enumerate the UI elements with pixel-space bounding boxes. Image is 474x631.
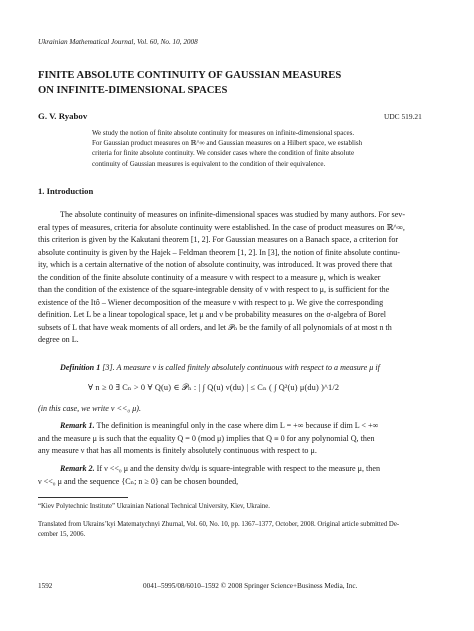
- remark-1-line: and the measure μ is such that the equality Q = 0 (mod μ) implies that Q ≡ 0 for any polynomial Q, then: [38, 433, 375, 443]
- translation-line: cember 15, 2006.: [38, 530, 86, 538]
- remark-1-text: The definition is meaningful only in the case where dim L = +∞ because if dim L < +∞: [96, 421, 379, 430]
- journal-header: Ukrainian Mathematical Journal, Vol. 60, No. 10, 2008: [38, 38, 198, 46]
- paragraph-line: degree on L.: [38, 335, 79, 344]
- paper-title: [38, 69, 341, 98]
- footnote-rule: [38, 497, 128, 498]
- definition-text: [3]. A measure ν is called finitely absolutely continuous with respect to a measure μ if: [102, 363, 380, 372]
- author-name: G. V. Ryabov: [38, 111, 88, 121]
- definition-label: Definition 1: [60, 363, 101, 372]
- title-line-1: FINITE ABSOLUTE CONTINUITY OF GAUSSIAN MEASURES: [38, 70, 342, 81]
- paragraph-line: than the condition of the existence of the square-integrable density of ν with respect to μ, is sufficient for the: [38, 285, 390, 294]
- section-heading: 1. Introduction: [38, 186, 94, 196]
- remark-1-line: [38, 420, 438, 433]
- paragraph-line: eral types of measures, criteria for absolute continuity were established. In the case of product measures on ℝ^∞,: [38, 222, 405, 232]
- remark-1: [38, 420, 438, 458]
- intro-paragraph: [38, 209, 438, 347]
- page-number: 1592: [38, 582, 53, 590]
- remark-2-line: [38, 463, 438, 476]
- abstract-line: We study the notion of finite absolute continuity for measures on infinite-dimensional spaces.: [92, 129, 355, 137]
- abstract-line: For Gaussian product measures on ℝ^∞ and Gaussian measures on a Hilbert space, we establish: [92, 139, 363, 148]
- abstract-line: continuity of Gaussian measures is equivalent to the condition of their equivalence.: [92, 159, 326, 168]
- publisher-line: 0041–5995/08/6010–1592 © 2008 Springer Science+Business Media, Inc.: [143, 582, 358, 590]
- remark-2-line: ν <<₀ μ and the sequence {Cₙ; n ≥ 0} can be chosen bounded,: [38, 476, 239, 486]
- abstract: [92, 128, 392, 169]
- remark-2-text: If ν <<₀ μ and the density dν/dμ is square-integrable with respect to the measure μ, then: [96, 464, 380, 473]
- paragraph-line: definition. Let L be a linear topological space, let μ and ν be probability measures on the σ-algebra of Borel: [38, 310, 387, 319]
- paragraph-line: absolute continuity is given by the Hajek – Feldman theorem [1, 2]. In [3], the notion of finite absolute continu-: [38, 247, 400, 257]
- udc-code: UDC 519.21: [384, 112, 422, 121]
- formula-note: (in this case, we write ν <<₀ μ).: [38, 404, 141, 413]
- remark-1-label: Remark 1.: [60, 421, 95, 430]
- paragraph-line: ity, which is a certain alternative of the notion of absolute continuity, was introduced. It was proved there that: [38, 260, 393, 269]
- remark-2-label: Remark 2.: [60, 464, 95, 473]
- footnote-translation: [38, 520, 438, 539]
- abstract-line: criteria for finite absolute continuity. We consider cases where the condition of finite absolute: [92, 149, 355, 158]
- paragraph-line: existence of the Itô – Wiener decomposition of the measure ν with respect to μ. We give the corresponding: [38, 297, 384, 307]
- paragraph-line: this criterion is given by the Kakutani theorem [1, 2]. For Gaussian measures on a Banach space, a criterion for: [38, 235, 399, 244]
- footnote-affiliation: “Kiev Polytechnic Institute” Ukrainian National Technical University, Kiev, Ukraine.: [38, 503, 270, 510]
- definition: [60, 363, 440, 372]
- finite-continuity-formula: ∀ n ≥ 0 ∃ Cₙ > 0 ∀ Q(u) ∈ 𝒫ₙ : | ∫ Q(u) ν(du) | ≤ Cₙ ( ∫ Q²(u) μ(du) )^1/2: [88, 383, 340, 392]
- title-line-2: ON INFINITE-DIMENSIONAL SPACES: [38, 84, 228, 96]
- translation-line: Translated from Ukrains’kyi Matematychnyi Zhurnal, Vol. 60, No. 10, pp. 1367–1377, October, 2008. Original article submitted De-: [38, 521, 400, 528]
- paragraph-line: the condition of the finite absolute continuity of a measure ν with respect to a measure μ, which is weaker: [38, 272, 381, 282]
- remark-1-line: any measure ν that has all moments is finitely absolutely continuous with respect to μ.: [38, 446, 317, 455]
- paragraph-line: subsets of L that have weak moments of all orders, and let 𝒫ₙ be the family of all polynomials of at most n th: [38, 322, 392, 332]
- paragraph-line: The absolute continuity of measures on infinite-dimensional spaces was studied by many authors. For sev-: [60, 210, 406, 219]
- remark-2: [38, 463, 438, 488]
